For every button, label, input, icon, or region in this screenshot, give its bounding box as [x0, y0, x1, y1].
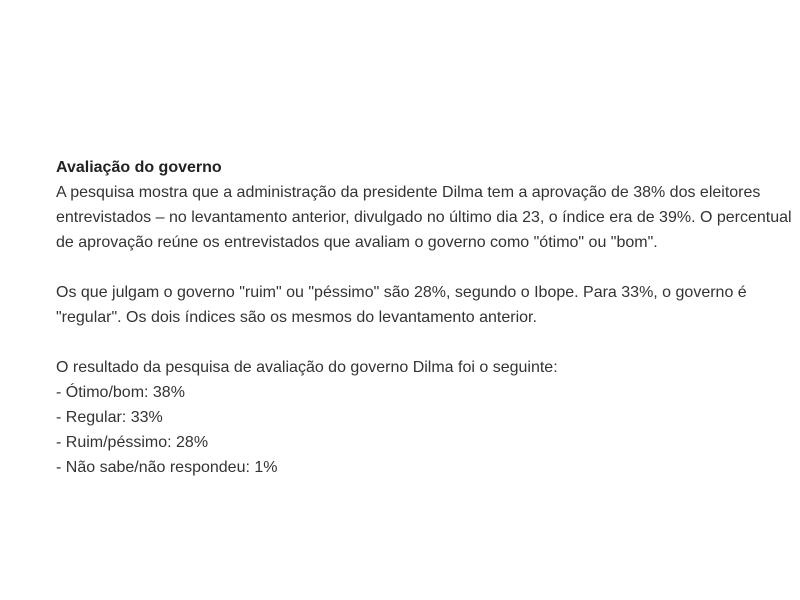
result-item-nao-sabe: - Não sabe/não respondeu: 1% [56, 459, 278, 476]
result-item-otimo-bom: - Ótimo/bom: 38% [56, 384, 185, 401]
paragraph-approval: A pesquisa mostra que a administração da presidente Dilma tem a aprovação de 38% dos eleitores entrevistados – no levantamento anterior, divulgado no último dia 23, o índice era de 39%. O percentual de aprovação reúne os entrevistados que avaliam o governo como "ótimo" ou "bom". [56, 184, 792, 251]
results-list [56, 380, 796, 480]
result-item-regular: - Regular: 33% [56, 409, 163, 426]
results-intro: O resultado da pesquisa de avaliação do governo Dilma foi o seguinte: [56, 359, 558, 376]
result-item-ruim-pessimo: - Ruim/péssimo: 28% [56, 434, 209, 451]
paragraph-disapproval: Os que julgam o governo "ruim" ou "péssimo" são 28%, segundo o Ibope. Para 33%, o governo é "regular". Os dois índices são os mesmos do levantamento anterior. [56, 284, 747, 326]
article-body [56, 155, 796, 480]
results-block [56, 355, 796, 480]
section-heading: Avaliação do governo [56, 159, 222, 176]
